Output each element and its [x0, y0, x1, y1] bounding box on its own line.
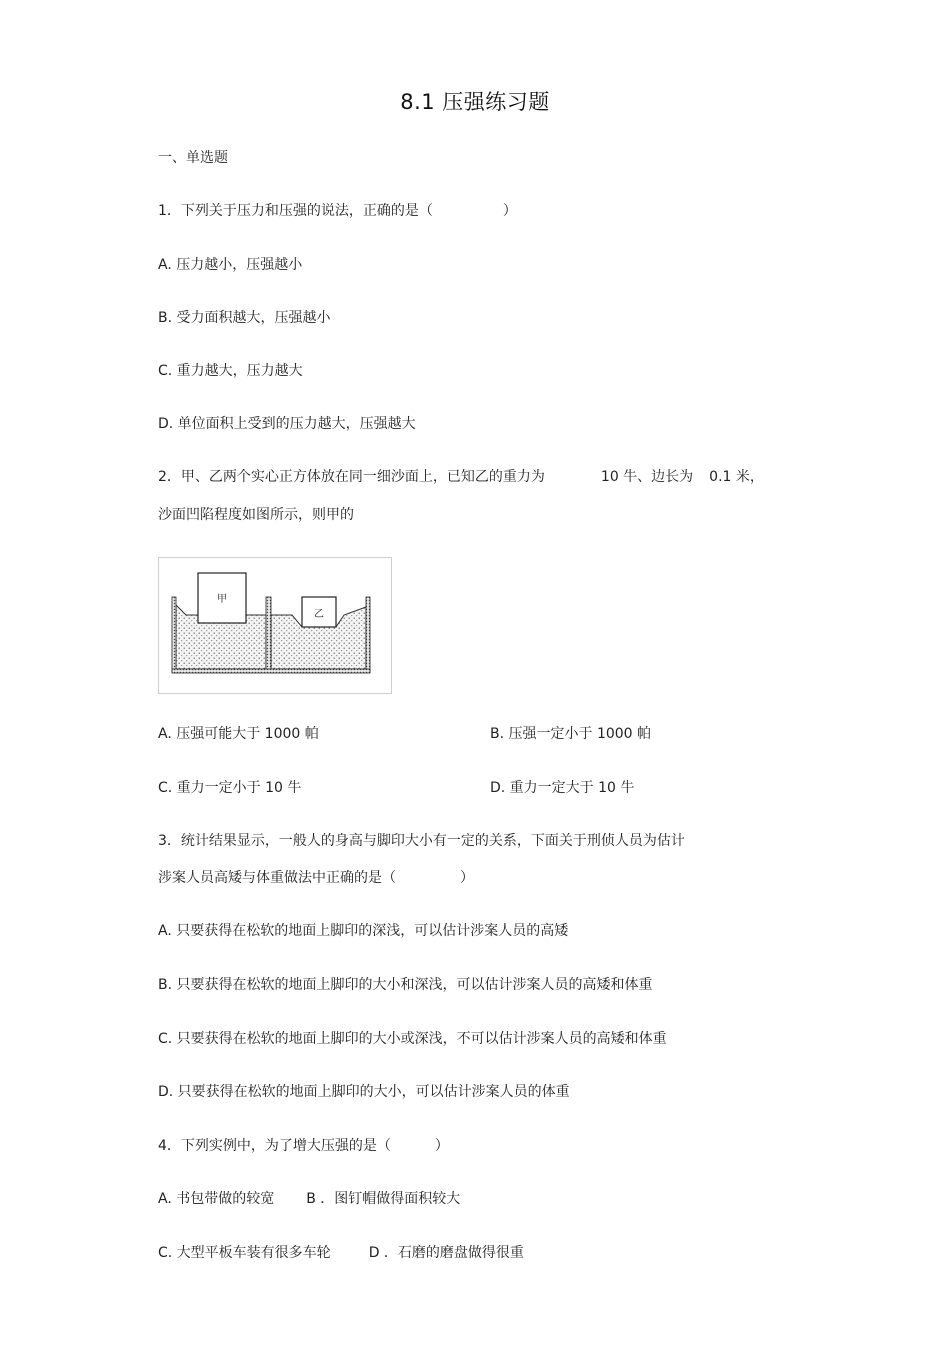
question-3-option-c: C. 只要获得在松软的地面上脚印的大小或深浅，不可以估计涉案人员的高矮和体重 [158, 1031, 667, 1047]
question-1-option-c: C. 重力越大，压力越大 [158, 363, 303, 379]
question-2-stem-line2: 沙面凹陷程度如图所示，则甲的 [158, 507, 354, 523]
question-1-option-d: D. 单位面积上受到的压力越大，压强越大 [158, 416, 416, 432]
question-4-options-row2 [158, 1243, 524, 1263]
question-3-close: ） [460, 870, 474, 886]
question-2-option-b: B. 压强一定小于 1000 帕 [490, 726, 652, 742]
question-2-text-b: 10 牛、边长为 [600, 469, 694, 485]
section-heading: 一、单选题 [158, 150, 228, 166]
question-4-option-a: A. 书包带做的较宽 [158, 1191, 275, 1207]
question-1-option-a: A. 压力越小，压强越小 [158, 257, 303, 273]
question-3-text: 涉案人员高矮与体重做法中正确的是（ [158, 870, 396, 886]
question-3-stem-line2 [158, 868, 474, 888]
question-4-option-b: B ．图钉帽做得面积较大 [306, 1191, 461, 1207]
sand-diagram [158, 557, 392, 694]
question-2-text-a: 2．甲、乙两个实心正方体放在同一细沙面上，已知乙的重力为 [158, 469, 545, 485]
question-2-option-a: A. 压强可能大于 1000 帕 [158, 726, 319, 742]
block-yi-label: 乙 [314, 609, 324, 620]
question-4-option-c: C. 大型平板车装有很多车轮 [158, 1245, 331, 1261]
question-4-stem [158, 1136, 449, 1156]
page-title: 8.1 压强练习题 [400, 90, 550, 114]
question-3-option-d: D. 只要获得在松软的地面上脚印的大小，可以估计涉案人员的体重 [158, 1084, 570, 1100]
question-4-text: 4．下列实例中，为了增大压强的是（ [158, 1138, 391, 1154]
question-2-stem-line1 [158, 467, 764, 487]
question-3-option-b: B. 只要获得在松软的地面上脚印的大小和深浅，可以估计涉案人员的高矮和体重 [158, 977, 653, 993]
sand-figure [158, 557, 392, 694]
question-2-option-c: C. 重力一定小于 10 牛 [158, 780, 302, 796]
question-4-options-row1 [158, 1189, 460, 1209]
question-4-close: ） [434, 1138, 449, 1154]
question-2-option-d: D. 重力一定大于 10 牛 [490, 780, 635, 796]
question-1-option-b: B. 受力面积越大，压强越小 [158, 310, 331, 326]
question-3-option-a: A. 只要获得在松软的地面上脚印的深浅，可以估计涉案人员的高矮 [158, 923, 569, 939]
question-1-close: ） [502, 203, 517, 219]
question-4-option-d: D ．石磨的磨盘做得很重 [368, 1245, 524, 1261]
question-2-text-c: 0.1 米， [709, 469, 764, 485]
question-1-stem [158, 201, 517, 221]
question-1-text: 1．下列关于压力和压强的说法，正确的是（ [158, 203, 433, 219]
block-jia-label: 甲 [217, 594, 227, 605]
question-3-stem-line1: 3．统计结果显示，一般人的身高与脚印大小有一定的关系，下面关于刑侦人员为估计 [158, 833, 685, 849]
